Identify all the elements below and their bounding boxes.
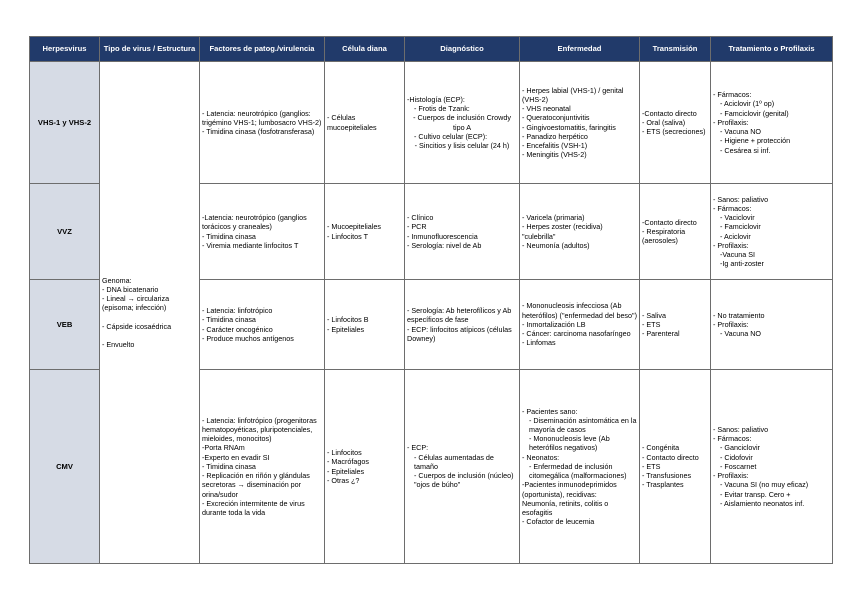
transmision-cell [640,280,711,370]
tratamiento-cell [711,370,833,564]
enfermedad-cell [520,184,640,280]
list-item: - ECP: linfocitos atípicos (células Downey) [407,324,512,343]
list-item: - Timidina cinasa [202,231,256,241]
list-item: - Linfocitos T [327,231,369,241]
list-item: - Contacto directo [642,452,699,462]
list-item: - Timidina cinasa [202,315,256,325]
list-item: - Pacientes sano: [522,406,578,416]
list-item: -Vacuna SI [720,249,756,259]
list-item: - Saliva [642,310,666,320]
list-item: -Contacto directo [642,217,697,227]
list-item: - Fármacos: [713,434,752,444]
transmision-cell [640,184,711,280]
list-item: Neumonía, retinits, colitis o esofagitis [522,498,609,517]
list-item: - Panadizo herpético [522,131,588,141]
list-item: - Neonatos: [522,452,560,462]
list-item: - Timidina cinasa (fosfotransferasa) [202,127,315,137]
genoma-item: - Cápside icosaédrica [102,321,172,331]
list-item: - Viremia mediante linfocitos T [202,240,299,250]
list-item: - No tratamiento [713,310,765,320]
enfermedad-cell [520,280,640,370]
list-item: - Profilaxis: [713,319,749,329]
header-tratamiento: Tratamiento o Profilaxis [711,37,833,62]
list-item: -Pacientes inmunodeprimidos (oportunista), recidivas: [522,480,617,499]
list-item: -Contacto directo [642,108,697,118]
list-item: - Congénita [642,443,680,453]
list-item: - Timidina cinasa [202,461,256,471]
header-herpesvirus: Herpesvirus [30,37,100,62]
header-celula: Célula diana [325,37,405,62]
list-item: - Vacuna NO [720,127,762,137]
list-item: - Foscarnet [720,461,757,471]
enfermedad-cell [520,62,640,184]
list-item: - Aciclovir [720,231,751,241]
virus-name: VVZ [30,184,100,280]
list-item: - Vaciclovir [720,213,755,223]
list-item: - Mucoepiteliales [327,222,381,232]
list-item: - Aislamiento neonatos inf. [720,498,805,508]
factores-cell [200,62,325,184]
list-item: - Herpes zoster (recidiva) "culebrilla" [522,222,603,241]
list-item: - Células mucoepiteliales [327,113,377,132]
list-item: - Linfocitos B [327,315,369,325]
list-item: - Epiteliales [327,466,365,476]
list-item: -Histología (ECP): [407,94,465,104]
list-item: -Ig anti-zoster [720,259,764,269]
genoma-item: - Lineal → circulariza (episoma; infección) [102,294,170,313]
diagnostico-cell [405,280,520,370]
list-item: - Fármacos: [713,90,752,100]
virus-name: VHS-1 y VHS-2 [30,62,100,184]
celula-cell [325,62,405,184]
tratamiento-cell [711,62,833,184]
list-item: - Latencia: linfotrópico [202,306,273,316]
list-item: -Porta RNAm [202,443,245,453]
list-item: -Latencia: neurotrópico (ganglios torácicos y craneales) [202,213,307,232]
list-item: - Células aumentadas de tamaño [414,452,494,471]
list-item: - ETS [642,319,661,329]
list-item: - Cáncer: carcinoma nasofaríngeo [522,329,631,339]
celula-cell [325,280,405,370]
header-enfermedad: Enfermedad [520,37,640,62]
list-item: - Oral (saliva) [642,117,686,127]
diagnostico-cell [405,62,520,184]
list-item: - Enfermedad de inclusión citomegálica (malformaciones) [529,461,627,481]
list-item: - Cofactor de leucemia [522,517,595,527]
list-item: - Inmortalización LB [522,319,586,329]
list-item: - Serología: nivel de Ab [407,240,482,250]
list-item: - Clínico [407,213,434,223]
list-item: - Cultivo celular (ECP): [414,131,488,141]
table-row [30,62,833,184]
list-item: - Produce muchos antígenos [202,333,294,343]
virus-name: CMV [30,370,100,564]
list-item: - Higiene + protección [720,136,791,146]
list-item: - Transfusiones [642,471,692,481]
header-row [30,37,833,62]
list-item: - Cesárea si inf. [720,145,771,155]
list-item: -Experto en evadir SI [202,452,270,462]
virus-name: VEB [30,280,100,370]
list-item: - Macrófagos [327,457,369,467]
list-item: - Encefalitis (VSH-1) [522,140,588,150]
list-item: - Parenteral [642,329,680,339]
list-item: - Meningitis (VHS-2) [522,150,587,160]
genoma-title: Genoma: [102,275,132,285]
list-item: - Fármacos: [713,203,752,213]
list-item: - Ganciclovir [720,443,760,453]
header-factores: Factores de patog./virulencia [200,37,325,62]
header-diagnostico: Diagnóstico [405,37,520,62]
list-item: - Varicela (primaria) [522,213,585,223]
genoma-item: - Envuelto [102,340,135,350]
list-item: - Linfocitos [327,448,362,458]
factores-cell [200,370,325,564]
list-item: - Vacuna NO [720,329,762,339]
diagnostico-cell [405,370,520,564]
enfermedad-cell [520,370,640,564]
herpesvirus-table [29,36,833,564]
list-item: - Sincitios y lisis celular (24 h) [414,140,510,150]
list-item: - Frotis de Tzank: [414,104,470,114]
list-item: - Latencia: linfotrópico (progenitoras hematopoyéticas, pluripotenciales, mieloides, monocitos) [202,415,317,444]
list-item: - Gingivoestomatitis, faringitis [522,122,616,132]
list-item: - Famciclovir [720,222,761,232]
celula-cell [325,184,405,280]
list-item: - Mononucleosis leve (Ab heterófilos negativos) [529,434,610,453]
list-item: - Serología: Ab heterofílicos y Ab específicos de fase [407,306,512,325]
factores-cell [200,280,325,370]
list-item: - Vacuna SI (no muy eficaz) [720,480,809,490]
genoma-item [102,331,197,340]
diagnostico-cell [405,184,520,280]
genoma-item: - DNA bicatenario [102,284,159,294]
transmision-cell [640,370,711,564]
list-item: - Evitar transp. Cero + [720,489,791,499]
list-item: - Queratoconjuntivitis [522,113,590,123]
celula-cell [325,370,405,564]
list-item: - Cuerpos de inclusión Crowdy tipo A [413,113,511,132]
list-item: - Profilaxis: [713,117,749,127]
list-item: - Cuerpos de inclusión (núcleo) "ojos de búho" [414,471,514,490]
list-item: - Carácter oncogénico [202,324,273,334]
list-item: - Profilaxis: [713,471,749,481]
tratamiento-cell [711,184,833,280]
header-tipo: Tipo de virus / Estructura [100,37,200,62]
list-item: - Neumonía (adultos) [522,240,590,250]
list-item: - ETS (secreciones) [642,127,706,137]
list-item: - Otras ¿? [327,475,360,485]
list-item: - PCR [407,222,427,232]
factores-cell [200,184,325,280]
list-item: - Aciclovir (1º op) [720,99,775,109]
list-item: - Sanos: paliativo [713,425,769,435]
list-item: - Sanos: paliativo [713,194,769,204]
list-item: - Diseminación asintomática en la mayoría de casos [529,415,637,435]
list-item: - Latencia: neurotrópico (ganglios: trigémino VHS-1; lumbosacro VHS-2) [202,108,322,127]
list-item: - VHS neonatal [522,104,571,114]
list-item: - Respiratoria (aerosoles) [642,226,686,246]
genoma-item [102,313,197,322]
list-item: - Famciclovir (genital) [720,108,789,118]
list-item: - ETS [642,461,661,471]
list-item: - Mononucleosis infecciosa (Ab heterófilos) ("enfermedad del beso") [522,301,637,320]
list-item: - Epiteliales [327,324,365,334]
list-item: - Inmunofluorescencia [407,231,478,241]
list-item: - Replicación en riñón y glándulas secretoras → diseminación por orina/sudor [202,471,310,499]
list-item: - Herpes labial (VHS-1) / genital (VHS-2) [522,85,624,104]
transmision-cell [640,62,711,184]
list-item: - Linfomas [522,338,556,348]
tratamiento-cell [711,280,833,370]
list-item: - ECP: [407,443,429,453]
list-item: - Excreción intermitente de virus durante toda la vida [202,498,305,517]
estructura-cell [100,62,200,564]
list-item: - Profilaxis: [713,240,749,250]
list-item: - Trasplantes [642,480,684,490]
header-transmision: Transmisión [640,37,711,62]
list-item: - Cidofovir [720,452,753,462]
